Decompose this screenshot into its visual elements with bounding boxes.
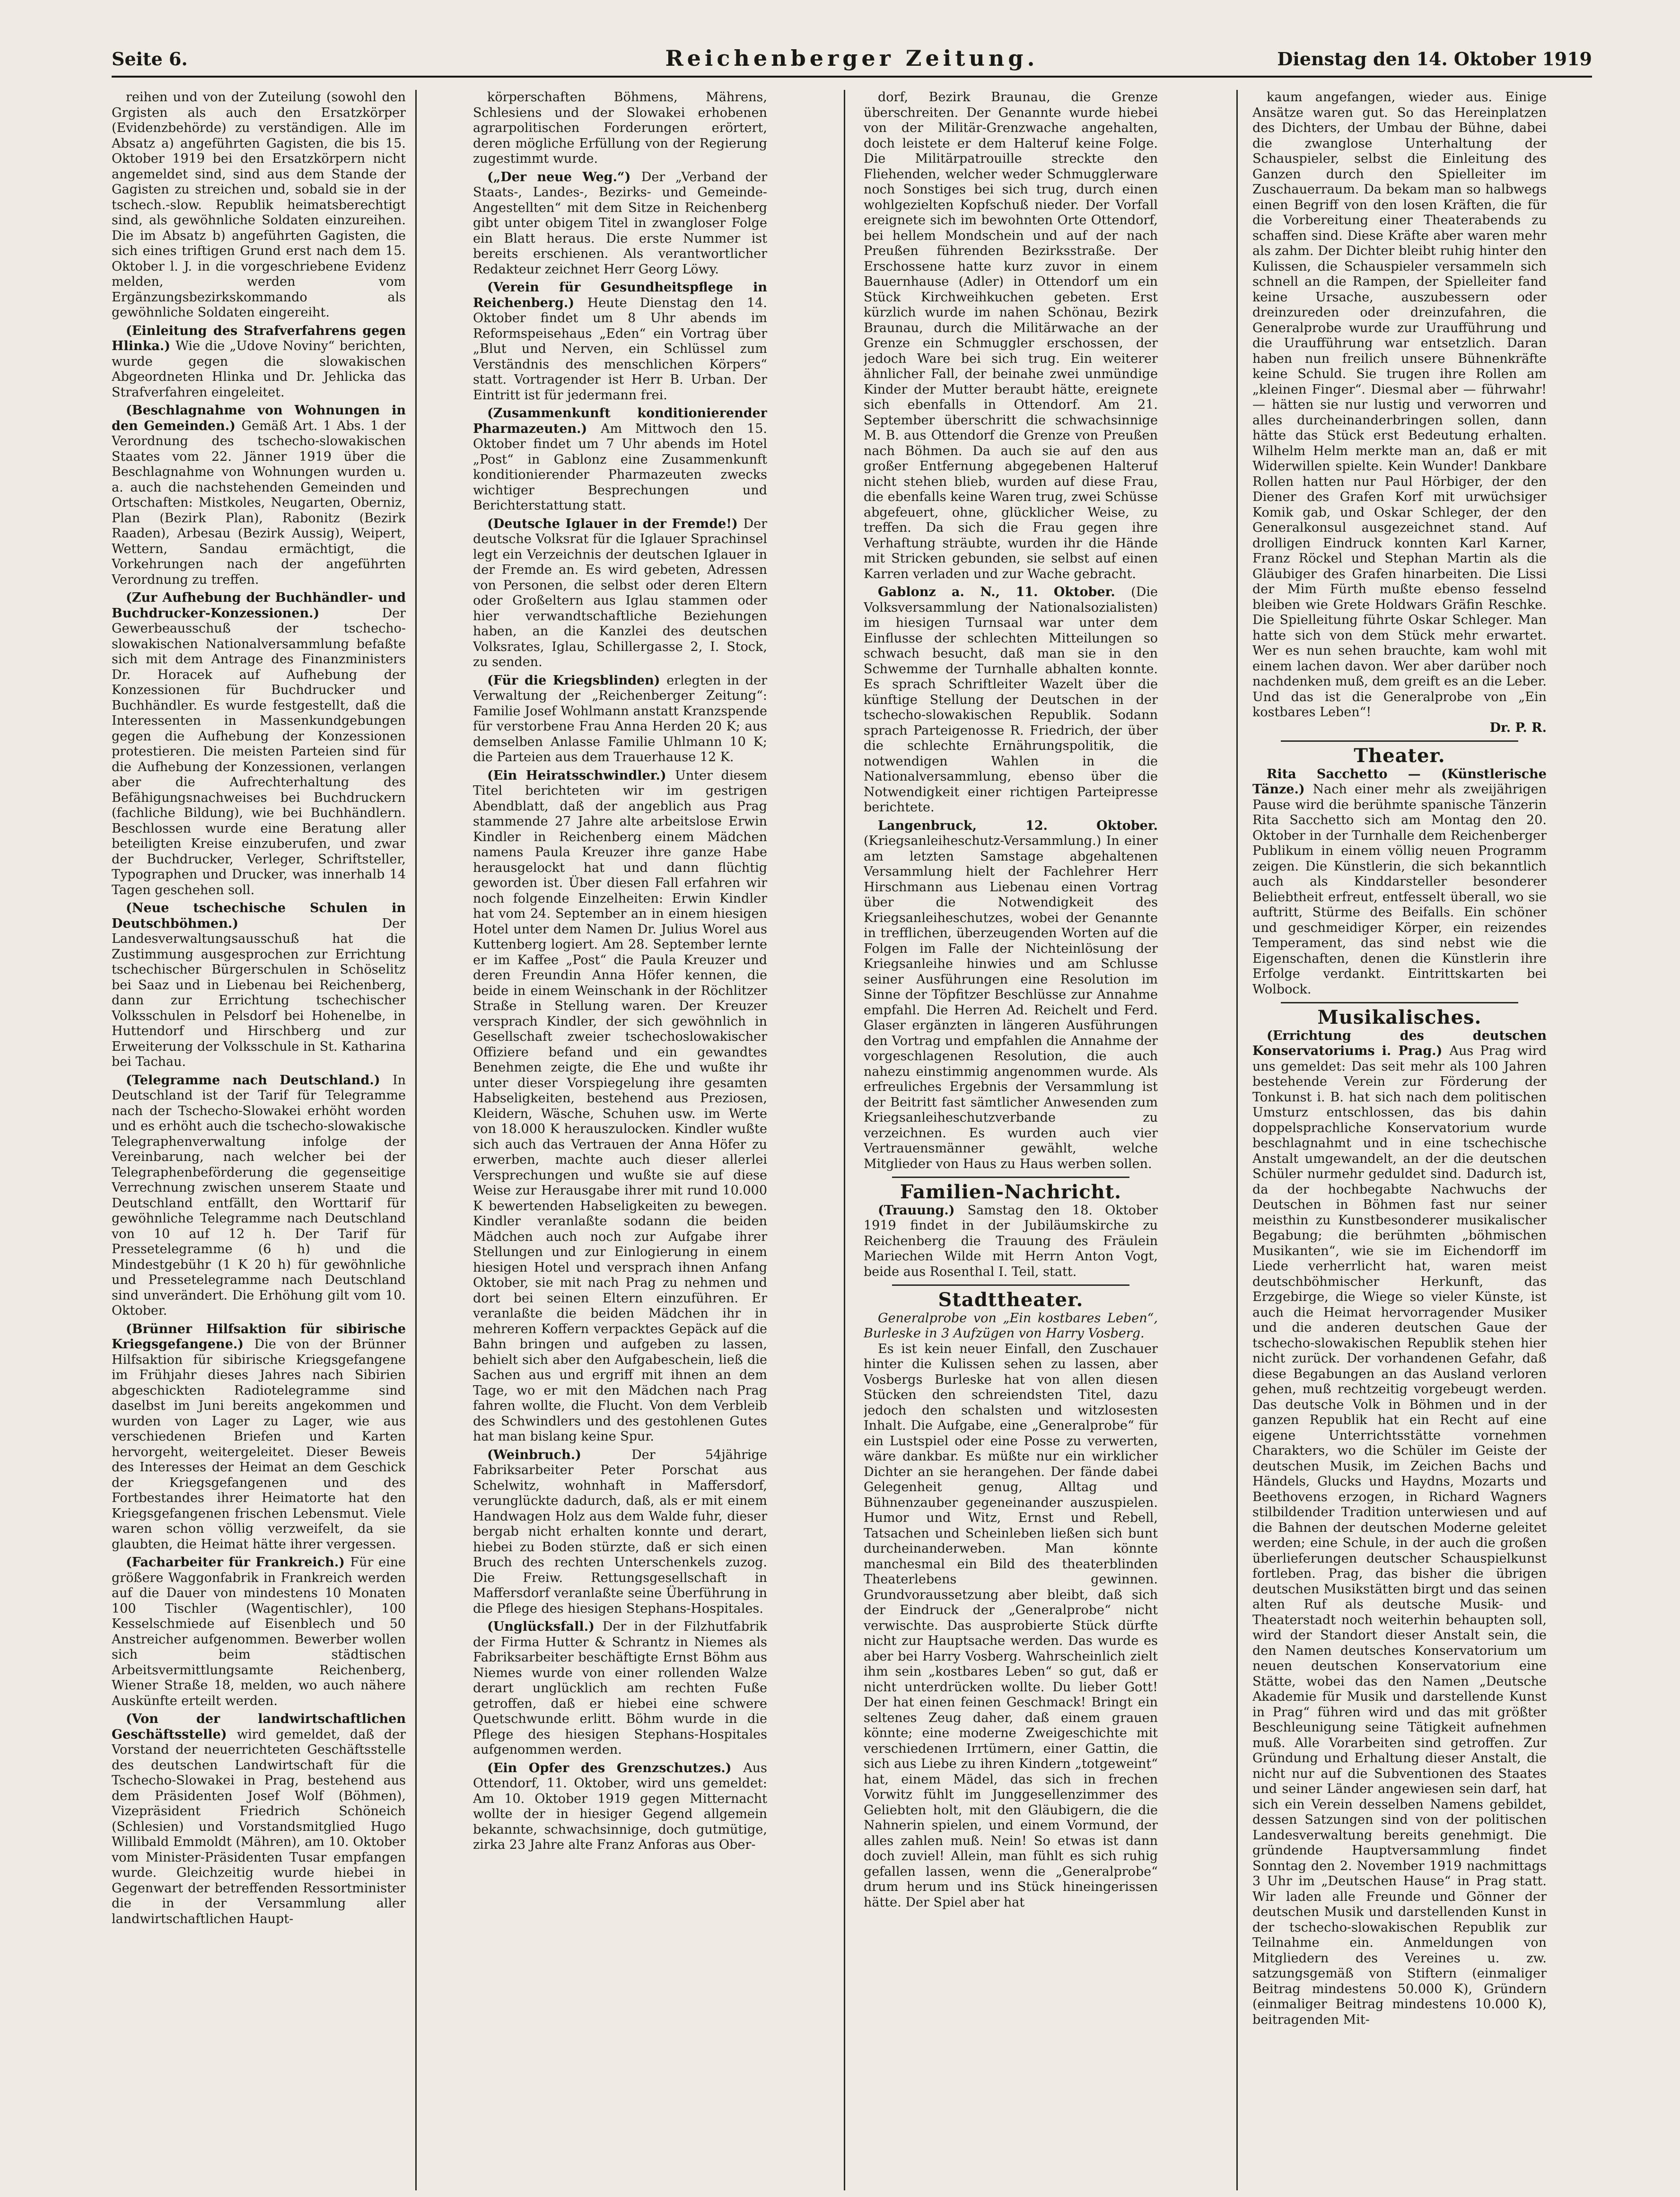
column-1: [112, 90, 406, 2190]
article-text: [473, 673, 767, 765]
article-title: (Einleitung des Strafverfahrens gegen Hlinka.): [112, 323, 406, 353]
article-body: Heute Dienstag den 14. Oktober findet um 8 Uhr abends im Reformspeisehaus „Eden“ ein Vortrag über „Blut und Nerven, ein Schlüssel zum Verständnis des menschlichen Körpers“ statt. Vortragender ist Herr B. Urban. Der Eintritt ist für jedermann frei.: [473, 295, 767, 403]
article-title: (Errichtung des deutschen Konservatoriums i. Prag.): [1252, 1028, 1547, 1058]
article: [112, 403, 406, 588]
article-text: [864, 1342, 1158, 1911]
article-text: [473, 170, 767, 278]
article: [473, 406, 767, 514]
article-body: kaum angefangen, wieder aus. Einige Ansätze waren gut. So das Hereinplatzen des Dichters, der Umbau der Bühne, dabei die zwanglose Unterhaltung der Schauspieler, selbst die Einleitung des Ganzen durch den Spielleiter im Zuschauerraum. Da bekam man so halbwegs einen Begriff von den losen Kräften, die für die Vorbereitung einer Theaterabends zu schaffen sind. Diese Kräfte aber waren mehr als zahm. Der Dichter bleibt ruhig hinter den Kulissen, die Schauspieler versammeln sich schnell an die Rampen, der Spielleiter fand keine Ursache, auszubessern oder dreinzureden oder dreinzufahren, die Generalprobe wurde zur Uraufführung und die Uraufführung war entsetzlich. Daran haben nun freilich unsere Bühnenkräfte keine Schuld. Sie trugen ihre Rollen am „kleinen Finger“. Diesmal aber — führwahr! — hätten sie nur lustig und verworren und alles durcheinanderbringen sollen, dann hätte das Stück erst Bedeutung erhalten. Wilhelm Helm merkte man an, daß er mit Widerwillen spielte. Kein Wunder! Dankbare Rollen hatten nur Paul Hörbiger, der den Diener des Grafen Korf mit urwüchsiger Komik gab, und Oskar Schleger, der den Generalkonsul ausgezeichnet stand. Auf drolligen Eindruck konnten Karl Karner, Franz Röckel und Stephan Martin als die Gläubiger des Grafen hinarbeiten. Die Lissi der Mim Fürth mußte ebenso fesselnd bleiben wie Grete Holdwars Gräfin Reschke. Die Spielleitung führte Oskar Schleger. Man hatte sich von dem Stück mehr erwartet. Wer es nun sehen brauchte, kam wohl mit einem lachen davon. Wer aber darüber noch nachdenken muß, dem greift es an die Leber. Und das ist die Generalprobe von „Ein kostbares Leben“!: [1252, 90, 1547, 720]
article-body: Der Gewerbeausschuß der tschecho-slowakischen Nationalversammlung befaßte sich mit dem Antrage des Finanzministers Dr. Horacek auf Aufhebung der Konzessionen für Buchdrucker und Buchhändler. Es wurde festgestellt, daß die Interessenten in Massenkundgebungen gegen die Aufhebung der Konzessionen protestieren. Die meisten Parteien sind für die Aufhebung der Konzessionen, verlangen aber die Aufrechterhaltung des Befähigungsnachweises bei Buchdruckern (fachliche Bildung), wie bei Buchhändlern. Beschlossen wurde eine Beratung aller beteiligten Kreise einzuberufen, und zwar der Buchdrucker, Verleger, Schriftsteller, Typographen und Drucker, was innerhalb 14 Tagen geschehen soll.: [112, 606, 406, 897]
newspaper-title: Reichenberger Zeitung.: [665, 45, 1039, 71]
article: [864, 1203, 1158, 1280]
article-text: [112, 590, 406, 898]
article-title: (Für die Kriegsblinden): [487, 673, 667, 688]
article-text: [473, 1448, 767, 1617]
article-body: Der Landesverwaltungsausschuß hat die Zustimmung ausgesprochen zur Errichtung tschechischer Bürgerschulen in Schöselitz bei Saaz und in Liebenau bei Reichenberg, dann zur Errichtung tschechischer Volksschulen in Pelsdorf bei Hohenelbe, in Huttendorf und Hirschberg und zur Erweiterung der Volksschule in St. Katharina bei Tachau.: [112, 916, 406, 1069]
article-body: erlegten in der Verwaltung der „Reichenberger Zeitung“: Familie Josef Wohlmann anstatt Kranzspende für verstorbene Frau Anna Herden 20 K; aus demselben Anlasse Familie Uhlmann 10 K; die Parteien aus dem Trauerhause 12 K.: [473, 673, 767, 765]
article: [112, 1712, 406, 1927]
article: [473, 1619, 767, 1758]
article-text: [112, 901, 406, 1070]
author-signature: Dr. P. R.: [1489, 720, 1547, 735]
article: [473, 280, 767, 403]
section-heading: Musikalisches.: [1317, 1006, 1482, 1028]
article: [1252, 90, 1547, 736]
article-text: [864, 1203, 1158, 1280]
article-title: (Beschlagnahme von Wohnungen in den Gemeinden.): [112, 403, 406, 433]
article-text: [112, 1555, 406, 1709]
article: [112, 590, 406, 898]
article-text: [112, 90, 406, 321]
article-text: [473, 1619, 767, 1758]
article-body: (Kriegsanleiheschutz-Versammlung.) In einer am letzten Samstage abgehaltenen Versammlung hielt der Fachlehrer Herr Hirschmann aus Liebenau einen Vortrag über die Notwendigkeit des Kriegsanleiheschutzes, wobei der Genannte in trefflichen, überzeugenden Worten auf die Folgen im Falle der Nichteinlösung der Kriegsanleihe hinwies und am Schlusse seiner Ausführungen eine Resolution im Sinne der Töpfitzer Beschlüsse zur Annahme empfahl. Die Herren Ad. Reichelt und Ferd. Glaser ergänzten in längeren Ausführungen den Vortrag und empfahlen die Annahme der vorgeschlagenen Resolution, die auch nahezu einstimmig angenommen wurde. Als erfreuliches Ergebnis der Versammlung ist der Beitritt fast sämtlicher Anwesenden zum Kriegsanleiheschutzverbande zu verzeichnen. Es wurden auch vier Vertrauensmänner gewählt, welche Mitglieder von Haus zu Haus werben sollen.: [864, 834, 1158, 1171]
article-body: Gemäß Art. 1 Abs. 1 der Verordnung des tschecho-slowakischen Staates vom 22. Jänner 1919 über die Beschlagnahme von Wohnungen wurden u. a. auch die nachstehenden Gemeinden und Ortschaften: Mistkoles, Neugarten, Oberniz, Plan (Bezirk Plan), Rabonitz (Bezirk Raaden), Arbesau (Bezirk Aussig), Weipert, Wettern, Sandau ermächtigt, die Vorkehrungen nach der angeführten Verordnung zu treffen.: [112, 418, 406, 587]
article-title: (Zur Aufhebung der Buchhändler- und Buchdrucker-Konzessionen.): [112, 590, 406, 621]
article-title: (Verein für Gesundheitspflege in Reichenberg.): [473, 280, 767, 310]
article-body: Der „Verband der Staats-, Landes-, Bezirks- und Gemeinde-Angestellten“ mit dem Sitze in Reichenberg gibt unter obigem Titel in zwangloser Folge ein Blatt heraus. Die erste Nummer ist bereits erschienen. Als verantwortlicher Redakteur zeichnet Herr Georg Löwy.: [473, 169, 767, 277]
article-title: Gablonz a. N., 11. Oktober.: [878, 585, 1131, 599]
column-rule: [1236, 90, 1238, 2190]
article: [473, 1448, 767, 1617]
article: [473, 90, 767, 167]
section-rule: [892, 1284, 1129, 1286]
article: [473, 517, 767, 670]
article-title: (Zusammenkunft konditionierender Pharmazeuten.): [473, 406, 767, 436]
article-title: (Facharbeiter für Frankreich.): [126, 1555, 350, 1570]
section-heading: Stadttheater.: [938, 1289, 1084, 1311]
article: [864, 818, 1158, 1172]
article-text: [864, 90, 1158, 582]
article: [112, 324, 406, 401]
article: [1252, 1028, 1547, 2028]
article: [112, 901, 406, 1070]
article-title: (Deutsche Iglauer in der Fremde!): [487, 516, 744, 531]
article: [1252, 767, 1547, 998]
article-text: [864, 585, 1158, 816]
article-body: Für eine größere Waggonfabrik in Frankreich werden auf die Dauer von mindestens 10 Monaten 100 Tischler (Wagentischler), 100 Kesselschmiede auf Eisenblech und 50 Anstreicher aufgenommen. Bewerber wollen sich beim städtischen Arbeitsvermittlungsamte Reichenberg, Wiener Straße 18, melden, wo auch nähere Auskünfte erteilt werden.: [112, 1555, 406, 1708]
article-title: (Neue tschechische Schulen in Deutschböhmen.): [112, 901, 406, 931]
article: [112, 1555, 406, 1709]
article-text: [1252, 1028, 1547, 2028]
article: [473, 673, 767, 765]
article: [473, 768, 767, 1445]
article-body: wird gemeldet, daß der Vorstand der neuerrichteten Geschäftsstelle des deutschen Landwirtschaft für die Tschecho-Slowakei in Prag, bestehend aus dem Präsidenten Josef Wolf (Böhmen), Vizepräsident Friedrich Schöneich (Schlesien) und Vorstandsmitglied Hugo Willibald Emmoldt (Mähren), am 10. Oktober vom Minister-Präsidenten Tusar empfangen wurde. Gleichzeitig wurde hiebei in Gegenwart der betreffenden Ressortminister die in der Versammlung aller landwirtschaftlichen Haupt-: [112, 1727, 406, 1926]
article-title: (Weinbruch.): [487, 1447, 632, 1462]
article-text: [112, 1322, 406, 1553]
column-3: [864, 90, 1158, 2190]
article-text: [112, 1712, 406, 1927]
article-body: Aus Ottendorf, 11. Oktober, wird uns gemeldet: Am 10. Oktober 1919 gegen Mitternacht wollte der in hiesiger Gegend allgemein bekannte, schwachsinnige, doch gutmütige, zirka 23 Jahre alte Franz Anforas aus Ober-: [473, 1760, 767, 1852]
article: [864, 585, 1158, 816]
section-rule: [1281, 1002, 1518, 1003]
article: [112, 1322, 406, 1553]
article-title: (Ein Heiratsschwindler.): [487, 768, 675, 783]
article-body: Der deutsche Volksrat für die Iglauer Sprachinsel legt ein Verzeichnis der deutschen Iglauer in der Fremde an. Es wird gebeten, Adressen von Personen, die selbst oder deren Eltern oder Großeltern aus Iglau stammen oder hier verwandtschaftliche Beziehungen haben, an die Kanzlei des deutschen Volksrates, Iglau, Schillergasse 2, I. Stock, zu senden.: [473, 516, 767, 669]
article: [473, 170, 767, 278]
section-rule: [892, 1177, 1129, 1178]
article-title: (Telegramme nach Deutschland.): [126, 1072, 393, 1088]
article: [864, 90, 1158, 582]
section-rule: [1281, 740, 1518, 742]
article-title: Langenbruck, 12. Oktober.: [878, 818, 1158, 833]
article-body: Der 54jährige Fabriksarbeiter Peter Porschat aus Schelwitz, wohnhaft in Maffersdorf, verunglückte dadurch, daß, als er mit einem Handwagen Holz aus dem Walde fuhr, dieser bergab nicht erhalten konnte und derart, hiebei zu Boden stürzte, daß er sich einen Bruch des rechten Unterschenkels zuzog. Die Freiw. Rettungsgesellschaft in Maffersdorf veranlaßte seine Überführung in die Pflege des hiesigen Stephans-Hospitales.: [473, 1447, 767, 1616]
article-title: (Trauung.): [878, 1203, 968, 1218]
page-number: Seite 6.: [112, 48, 188, 70]
article-text: [473, 280, 767, 403]
article-body: Am Mittwoch den 15. Oktober findet um 7 Uhr abends im Hotel „Post“ in Gablonz eine Zusammenkunft konditionierender Pharmazeuten zwecks wichtiger Besprechungen und Berichterstattung statt.: [473, 421, 767, 513]
column-4: [1252, 90, 1547, 2190]
article-body: körperschaften Böhmens, Mährens, Schlesiens und der Slowakei erhobenen agrarpolitischen Forderungen erörtert, deren mögliche Erfüllung von der Regierung zugestimmt wurde.: [473, 90, 767, 166]
column-2: [473, 90, 767, 2190]
article-body: Nach einer mehr als zweijährigen Pause wird die berühmte spanische Tänzerin Rita Sacchetto sich am Montag den 20. Oktober in der Turnhalle dem Reichenberger Publikum in einem völlig neuen Programm zeigen. Die Künstlerin, die sich bekanntlich auch als Kinddarsteller besonderer Beliebtheit erfreut, entfesselt überall, wo sie auftritt, Stürme des Beifalls. Ein schöner und geschmeidiger Körper, ein reizendes Temperament, das sind nebst wie die Eigenschaften, denen die Künstlerin ihre Erfolge verdankt. Eintrittskarten bei Wolbock.: [1252, 782, 1547, 997]
article: [112, 90, 406, 321]
article-meta: Generalprobe von „Ein kostbares Leben“, Burleske in 3 Aufzügen von Harry Vosberg.: [864, 1310, 1158, 1341]
article: [864, 1311, 1158, 1911]
article-text: [473, 768, 767, 1445]
article-text: [112, 403, 406, 588]
article-body: reihen und von der Zuteilung (sowohl den Grgisten als auch den Ersatzkörper (Evidenzbehörde) zu verständigen. Alle im Absatz a) angeführten Gagisten, die bis 15. Oktober 1919 bei den Ersatzkörpern nicht angemeldet sind, sind aus dem Stande der Gagisten zu streichen und, sobald sie in der tschech.-slow. Republik heimatsberechtigt sind, als gewöhnliche Soldaten einzureihen. Die im Absatz b) angeführten Gagisten, die sich eines triftigen Grund erst nach dem 15. Oktober l. J. in die vorgeschriebene Evidenz melden, werden vom Ergänzungsbezirkskommando als gewöhnliche Soldaten eingereiht.: [112, 90, 406, 320]
article-text: [1252, 767, 1547, 998]
article-text: [473, 517, 767, 670]
article-text: [112, 1073, 406, 1319]
article-text: [112, 324, 406, 401]
article-body: Aus Prag wird uns gemeldet: Das seit mehr als 100 Jahren bestehende Verein zur Förderung der Tonkunst i. B. hat sich nach dem politischen Umsturz entschlossen, das bis dahin doppelsprachliche Konservatorium wurde beschlagnahmt und in eine tschechische Anstalt umgewandelt, an der die deutschen Schüler nurmehr geduldet sind. Dadurch ist, da der hochbegabte Nachwuchs der Deutschen in Böhmen fast nur seiner meisthin zu Kunstbesonderer musikalischer Begabung; die berühmten „böhmischen Musikanten“, wie sie im Eichendorff im Liede verherrlicht hat, waren meist deutschböhmischer Herkunft, das Erzgebirge, die Wiege so vieler Künste, ist auch die Heimat hervorragender Musiker und die anderen deutschen Gaue der tschecho-slowakischen Republik stehen hier nicht zurück. Der vorhandenen Gefahr, daß diese Begabungen an das Ausland verloren gehen, muß rechtzeitig vorgebeugt werden. Das deutsche Volk in Böhmen und in der ganzen Republik hat ein Recht auf eine eigene Unterrichtsstätte vornehmen Charakters, wo die Schüler im Geiste der deutschen Musik, im Zeichen Bachs und Händels, Glucks und Haydns, Mozarts und Beethovens erzogen, in Richard Wagners stilbildender Tradition unterwiesen und auf die Bahnen der deutschen Moderne geleitet werden; eine Schule, in der auch die großen überlieferungen deutscher Schauspielkunst fortleben. Prag, das bisher die übrigen deutschen Musikstätten birgt und das seinen alten Ruf als deutsche Musik- und Theaterstadt noch weiterhin behaupten soll, wird der Standort dieser Anstalt sein, die den Namen deutsches Konservatorium um neuen deutschen Konservatorium eine Stätte, wobei das den Namen „Deutsche Akademie für Musik und darstellende Kunst in Prag“ führen wird und das mit größter Beschleunigung seine Tätigkeit aufnehmen muß. Alle Vorarbeiten sind getroffen. Zur Gründung und Erhaltung dieser Anstalt, die nicht nur auf die Subventionen des Staates und seiner Länder angewiesen sein darf, hat sich ein Verein desselben Namens gebildet, dessen Satzungen sind von der politischen Landesverwaltung bereits genehmigt. Die gründende Hauptversammlung findet Sonntag den 2. November 1919 nachmittags 3 Uhr im „Deutschen Hause“ in Prag statt. Wir laden alle Freunde und Gönner der deutschen Musik und darstellenden Kunst in der tschecho-slowakischen Republik zur Teilnahme ein. Anmeldungen von Mitgliedern des Vereines u. zw. satzungsgemäß von Stiftern (einmaliger Beitrag mindestens 50.000 K), Gründern (einmaliger Beitrag mindestens 10.000 K), beitragenden Mit-: [1252, 1044, 1547, 2027]
article: [473, 1761, 767, 1853]
article-body: Der in der Filzhutfabrik der Firma Hutter & Schrantz in Niemes als Fabriksarbeiter beschäftigte Ernst Böhm aus Niemes wurde von einer rollenden Walze derart unglücklich am rechten Fuße getroffen, daß er hiebei eine schwere Quetschwunde erlitt. Böhm wurde in die Pflege des hiesigen Stephans-Hospitales aufgenommen werden.: [473, 1619, 767, 1757]
issue-date: Dienstag den 14. Oktober 1919: [1277, 48, 1592, 70]
column-rule: [415, 90, 417, 2190]
article-body: Samstag den 18. Oktober 1919 findet in der Jubiläumskirche zu Reichenberg die Trauung des Fräulein Mariechen Wilde mit Herrn Anton Vogt, beide aus Rosenthal I. Teil, statt.: [864, 1203, 1158, 1279]
article-text: [864, 818, 1158, 1172]
article-body: Es ist kein neuer Einfall, den Zuschauer hinter die Kulissen sehen zu lassen, aber Vosbergs Burleske hat von allen diesen Stücken den schreiendsten Titel, dazu jedoch den schalsten und witzlosesten Inhalt. Die Aufgabe, eine „Generalprobe“ für ein Lustspiel oder eine Posse zu verwerten, wäre dankbar. Es müßte nur ein wirklicher Dichter an sie herangehen. Der fände dabei Gelegenheit genug, Alltag und Bühnenzauber gegeneinander auszuspielen. Humor und Witz, Ernst und Rebell, Tatsachen und Scheinleben ließen sich bunt durcheinanderweben. Man könnte manchesmal ein Bild des theaterblinden Theaterlebens gewinnen. Grundvoraussetzung aber bleibt, daß sich der Eindruck der „Generalprobe“ nicht verwischte. Das ausprobierte Stück dürfte nicht zur Hauptsache werden. Das wurde es aber bei Harry Vosberg. Wahrscheinlich zielt ihm sein „kostbares Leben“ so gut, daß er nicht unterdrücken wollte. Du lieber Gott! Der hat einen feinen Geschmack! Bringt ein seltenes Zeug daher, daß einem grauen könnte; eine moderne Zweigeschichte mit verschiedenen Irrtümern, einer Gattin, die sich aus Liebe zu ihren Kindern „totgeweint“ hat, einem Mädel, das sich in frechen Vorwitz fühlt im Junggesellenzimmer des Geliebten holt, mit den Gläubigern, die die Nahnerin spielen, und einem Vormund, der alles zahlen muß. Nein! So etwas ist dann doch zuviel! Allein, man fühlt es sich ruhig gefallen lassen, wenn die „Generalprobe“ drum herum und ins Stück hineingerissen hätte. Der Spiel aber hat: [864, 1341, 1158, 1910]
article-text: [473, 90, 767, 167]
article-text: [473, 1761, 767, 1853]
article-title: (Unglücksfall.): [487, 1619, 603, 1634]
article-body: (Die Volksversammlung der Nationalsozialisten) im hiesigen Turnsaal war unter dem Einflusse der schlechten Mitteilungen so schwach besucht, daß man sie in den Schwemme der Turnhalle abhalten konnte. Es sprach Schriftleiter Wazelt über die künftige Stellung der Deutschen in der tschecho-slowakischen Republik. Sodann sprach Parteigenosse R. Friedrich, der über die schlechte Ernährungspolitik, die notwendigen Wahlen in die Nationalversammlung, ebenso über die Notwendigkeit einer richtigen Parteipresse berichtete.: [864, 585, 1158, 815]
section-heading: Familien-Nachricht.: [900, 1181, 1122, 1203]
article-title: Rita Sacchetto — (Künstlerische Tänze.): [1252, 766, 1547, 797]
article-body: Wie die „Udove Noviny“ berichten, wurde gegen die slowakischen Abgeordneten Hlinka und Dr. Jehlicka das Strafverfahren eingeleitet.: [112, 339, 406, 400]
article-body: Die von der Brünner Hilfsaktion für sibirische Kriegsgefangene im Frühjahr dieses Jahres nach Sibirien abgeschickten Radiotelegramme sind daselbst im Juni bereits angekommen und wurden von Lager zu Lager, wie aus verschiedenen Briefen und Karten hervorgeht, weitergeleitet. Dieser Beweis des Interesses der Heimat an dem Geschick der Kriegsgefangenen und des Fortbestandes ihrer Heimatorte hat den Kriegsgefangenen frischen Lebensmut. Viele waren schon völlig verzweifelt, da sie glaubten, die Heimat hätte ihrer vergessen.: [112, 1337, 406, 1552]
column-rule: [844, 90, 845, 2190]
article-body: dorf, Bezirk Braunau, die Grenze überschreiten. Der Genannte wurde hiebei von der Militär-Grenzwache angehalten, doch leistete er dem Halteruf keine Folge. Die Militärpatrouille streckte den Fliehenden, welcher weder Schmugglerware noch Sonstiges bei sich trug, durch einen wohlgezielten Kopfschuß nieder. Der Vorfall ereignete sich im bewohnten Orte Ottendorf, bei hellem Mondschein und auf der nach Preußen führenden Bezirksstraße. Der Erschossene hatte kurz zuvor in einem Bauernhause (Adler) in Ottendorf um ein Stück Kirchweihkuchen gebeten. Erst kürzlich wurde im nahen Schönau, Bezirk Braunau, durch die Militärwache an der Grenze ein Schmuggler erschossen, der jedoch Ware bei sich trug. Ein weiterer ähnlicher Fall, der beinahe zwei unmündige Kinder der Mutter beraubt hätte, ereignete sich ebenfalls in Ottendorf. Am 21. September überschritt die schwachsinnige M. B. aus Ottendorf die Grenze von Preußen nach Böhmen. Da auch sie auf den aus großer Entfernung abgegebenen Halteruf nicht stehen blieb, wurden auf diese Frau, die ebenfalls keine Waren trug, zwei Schüsse abgefeuert, ohne, glücklicher Weise, zu treffen. Da sich die Frau gegen ihre Verhaftung sträubte, wurden ihr die Hände mit Stricken gebunden, sie selbst auf einen Karren verladen und zur Wache gebracht.: [864, 90, 1158, 581]
article-text: [473, 406, 767, 514]
article-title: (Von der landwirtschaftlichen Geschäftsstelle): [112, 1712, 406, 1742]
page-header: [112, 45, 1592, 78]
section-heading: Theater.: [1354, 745, 1445, 767]
article-body: In Deutschland ist der Tarif für Telegramme nach der Tschecho-Slowakei erhöht worden und es erhöht auch die tschecho-slowakische Telegraphenverwaltung infolge der Vereinbarung, nach welcher bei der Telegraphenbeförderung die gegenseitige Verrechnung zwischen unserem Staate und Deutschland entfällt, den Worttarif für gewöhnliche Telegramme nach Deutschland von 10 auf 12 h. Der Tarif für Pressetelegramme (6 h) und die Mindestgebühr (1 K 20 h) für gewöhnliche und Pressetelegramme nach Deutschland sind unverändert. Die Erhöhung gilt vom 10. Oktober.: [112, 1072, 406, 1318]
article: [112, 1073, 406, 1319]
article-title: (Ein Opfer des Grenzschutzes.): [487, 1760, 744, 1775]
article-body: Unter diesem Titel berichteten wir im gestrigen Abendblatt, daß der angeblich aus Prag stammende 27 Jahre alte arbeitslose Erwin Kindler in Reichenberg einem Mädchen namens Paula Kreuzer ihre ganze Habe herausgelockt hat und dann flüchtig geworden ist. Über diesen Fall erfahren wir noch folgende Einzelheiten: Erwin Kindler hat vom 24. September an in einem hiesigen Hotel unter dem Namen Dr. Julius Worel aus Kuttenberg logiert. Am 28. September lernte er im Kaffee „Post“ die Paula Kreuzer und deren Freundin Anna Höfer kennen, die beide in einem Weinschank in der Röchlitzer Straße in Stellung waren. Der Kreuzer versprach Kindler, der sich gewöhnlich in Gesellschaft zweier tschechoslowakischer Offiziere befand und ein gewandtes Benehmen zeigte, die Ehe und wußte ihr unter dieser Vorspiegelung ihre gesamten Habseligkeiten, bestehend aus Preziosen, Kleidern, Wäsche, Schuhen usw. im Werte von 18.000 K herauszulocken. Kindler wußte sich auch das Vertrauen der Anna Höfer zu erwerben, machte auch dieser allerlei Versprechungen und wußte sie auf diese Weise zur Herausgabe ihrer mit rund 10.000 K bewertenden Habseligkeiten zu bewegen. Kindler veranlaßte sodann die beiden Mädchen auch noch zur Aufgabe ihrer Stellungen und zur Einlogierung in einem hiesigen Hotel und versprach ihnen Anfang Oktober, sie mit nach Prag zu nehmen und dort bei seinen Eltern einzuführen. Er veranlaßte die beiden Mädchen ihr in mehreren Koffern verpacktes Gepäck auf die Bahn bringen und aufgeben zu lassen, behielt sich aber den Aufgabeschein, ließ die Sachen aus und ergriff mit ihnen an dem Tage, wo er mit den Mädchen nach Prag fahren wollte, die Flucht. Von dem Verbleib des Schwindlers und des gestohlenen Gutes hat man bislang keine Spur.: [473, 768, 767, 1444]
article-title: (Brünner Hilfsaktion für sibirische Kriegsgefangene.): [112, 1321, 406, 1352]
article-title: („Der neue Weg.“): [487, 169, 641, 185]
article-text: [1252, 90, 1547, 721]
